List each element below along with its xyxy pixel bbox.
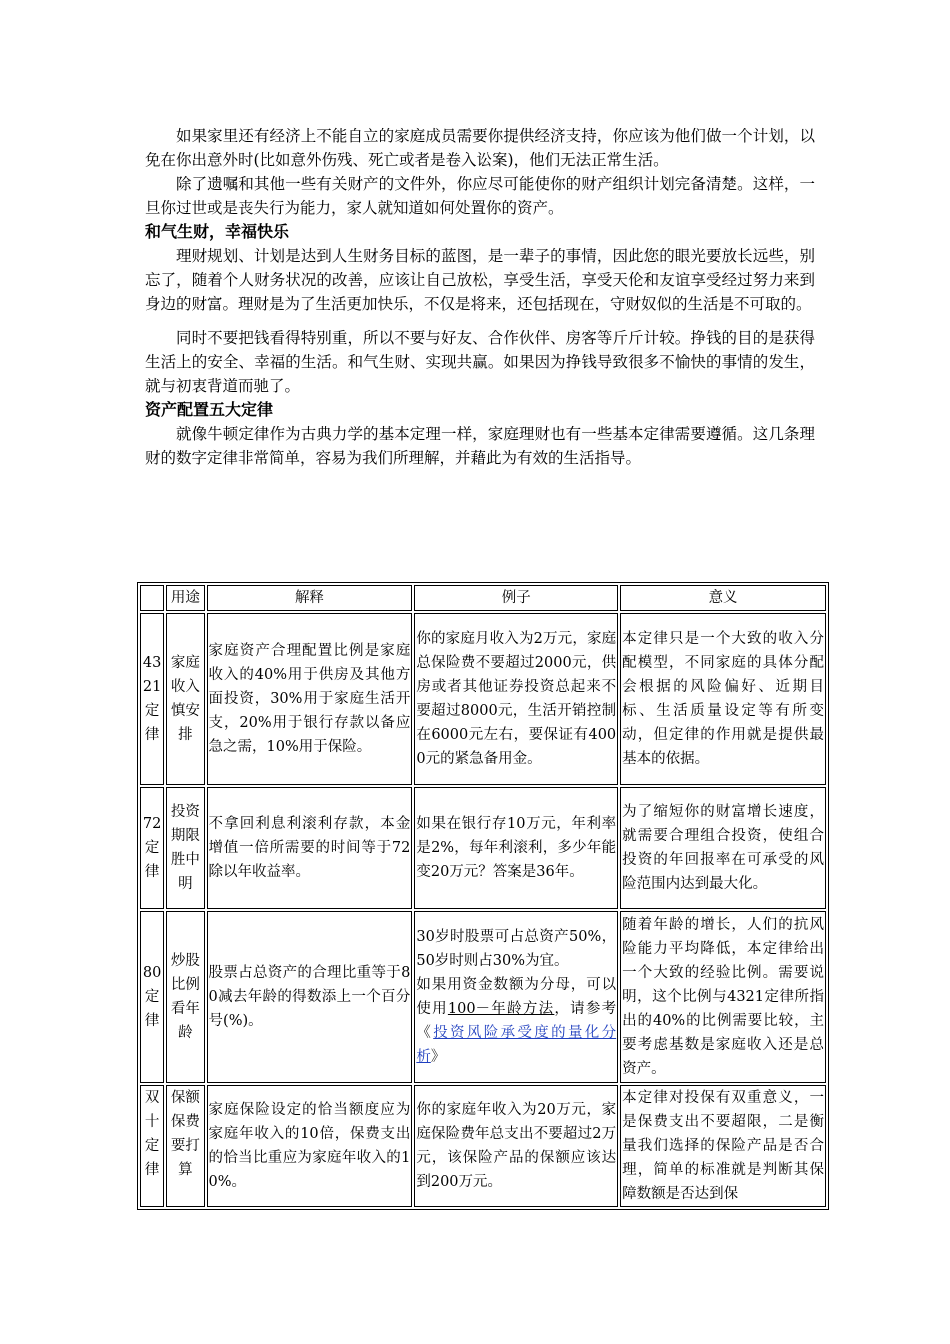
law-meaning: 为了缩短你的财富增长速度，就需要合理组合投资，使组合投资的年回报率在可承受的风险范围内达到最大化。 bbox=[620, 787, 826, 909]
table-header-example: 例子 bbox=[414, 585, 618, 611]
intro-paragraph-1: 如果家里还有经济上不能自立的家庭成员需要你提供经济支持，你应该为他们做一个计划，以免在你出意外时(比如意外伤残、死亡或者是卷入讼案)，他们无法正常生活。 bbox=[145, 127, 815, 169]
law-example-part-a: 30岁时股票可占总资产50%，50岁时则占30%为宜。 bbox=[416, 929, 617, 969]
table-row bbox=[140, 787, 826, 909]
law-meaning: 本定律对投保有双重意义，一是保费支出不要超限，二是衡量我们选择的保险产品是否合理，简单的标准就是判断其保障数额是否达到保 bbox=[620, 1085, 826, 1207]
law-meaning: 随着年龄的增长，人们的抗风险能力平均降低，本定律给出一个大致的经验比例。需要说明，这个比例与4321定律所指出的40%的比例需要比较，主要考虑基数是家庭收入还是总资产。 bbox=[620, 911, 826, 1083]
section-heading-asset-laws: 资产配置五大定律 bbox=[145, 400, 274, 419]
age-method-link[interactable]: 100－年龄方法 bbox=[447, 1001, 555, 1017]
law-example bbox=[414, 911, 618, 1083]
example-text: 》 bbox=[430, 1049, 446, 1065]
law-name: 72定律 bbox=[140, 787, 164, 909]
law-example: 你的家庭月收入为2万元，家庭总保险费不要超过2000元，供房或者其他证券投资总起来不要超过8000元，生活开销控制在6000元左右，要保证有4000元的紧急备用金。 bbox=[414, 613, 618, 785]
table-header-explanation: 解释 bbox=[207, 585, 413, 611]
asset-laws-paragraph: 就像牛顿定律作为古典力学的基本定理一样，家庭理财也有一些基本定律需要遵循。这几条理财的数字定律非常简单，容易为我们所理解，并藉此为有效的生活指导。 bbox=[145, 425, 815, 467]
document-body bbox=[145, 124, 815, 470]
table-row bbox=[140, 911, 826, 1083]
table-header-row bbox=[140, 585, 826, 611]
asset-allocation-laws-table bbox=[137, 582, 829, 1210]
example-text: ，请参考《 bbox=[416, 1001, 617, 1041]
law-use: 保额保费要打算 bbox=[166, 1085, 204, 1207]
table-header-use: 用途 bbox=[166, 585, 204, 611]
law-name: 4321定律 bbox=[140, 613, 164, 785]
law-explanation: 不拿回利息利滚利存款，本金增值一倍所需要的时间等于72除以年收益率。 bbox=[207, 787, 413, 909]
law-use: 投资期限胜中明 bbox=[166, 787, 204, 909]
law-name: 双十定律 bbox=[140, 1085, 164, 1207]
law-example-part-b bbox=[416, 973, 616, 1069]
intro-paragraph-2: 除了遗嘱和其他一些有关财产的文件外，你应尽可能使你的财产组织计划完备清楚。这样，一旦你过世或是丧失行为能力，家人就知道如何处置你的资产。 bbox=[145, 175, 815, 217]
table-header-blank bbox=[140, 585, 164, 611]
law-explanation: 股票占总资产的合理比重等于80减去年龄的得数添上一个百分号(%)。 bbox=[207, 911, 413, 1083]
law-explanation: 家庭资产合理配置比例是家庭收入的40%用于供房及其他方面投资，30%用于家庭生活开支，20%用于银行存款以备应急之需，10%用于保险。 bbox=[207, 613, 413, 785]
law-use: 家庭收入慎安排 bbox=[166, 613, 204, 785]
law-example: 如果在银行存10万元，年利率是2%，每年利滚利，多少年能变20万元？答案是36年。 bbox=[414, 787, 618, 909]
law-example: 你的家庭年收入为20万元，家庭保险费年总支出不要超过2万元，该保险产品的保额应该达到200万元。 bbox=[414, 1085, 618, 1207]
table-row bbox=[140, 1085, 826, 1207]
law-meaning: 本定律只是一个大致的收入分配模型，不同家庭的具体分配会根据的风险偏好、近期目标、生活质量设定等有所变动，但定律的作用就是提供最基本的依据。 bbox=[620, 613, 826, 785]
law-use: 炒股比例看年龄 bbox=[166, 911, 204, 1083]
law-name: 80定律 bbox=[140, 911, 164, 1083]
law-explanation: 家庭保险设定的恰当额度应为家庭年收入的10倍，保费支出的恰当比重应为家庭年收入的10%。 bbox=[207, 1085, 413, 1207]
harmony-paragraph-2: 同时不要把钱看得特别重，所以不要与好友、合作伙伴、房客等斤斤计较。挣钱的目的是获得生活上的安全、幸福的生活。和气生财、实现共赢。如果因为挣钱导致很多不愉快的事情的发生，就与初衷背道而驰了。 bbox=[145, 329, 815, 395]
example-text: 如果用资金数额为分母，可以使用 bbox=[416, 977, 617, 1017]
risk-tolerance-analysis-link[interactable]: 投资风险承受度的量化分析 bbox=[416, 1025, 617, 1065]
harmony-paragraph-1: 理财规划、计划是达到人生财务目标的蓝图，是一辈子的事情，因此您的眼光要放长远些，别忘了，随着个人财务状况的改善，应该让自己放松，享受生活，享受天伦和友谊享受经过努力来到身边的财富。理财是为了生活更加快乐，不仅是将来，还包括现在，守财奴似的生活是不可取的。 bbox=[145, 247, 815, 313]
section-heading-harmony: 和气生财，幸福快乐 bbox=[145, 222, 290, 241]
table-header-meaning: 意义 bbox=[620, 585, 826, 611]
table-row bbox=[140, 613, 826, 785]
